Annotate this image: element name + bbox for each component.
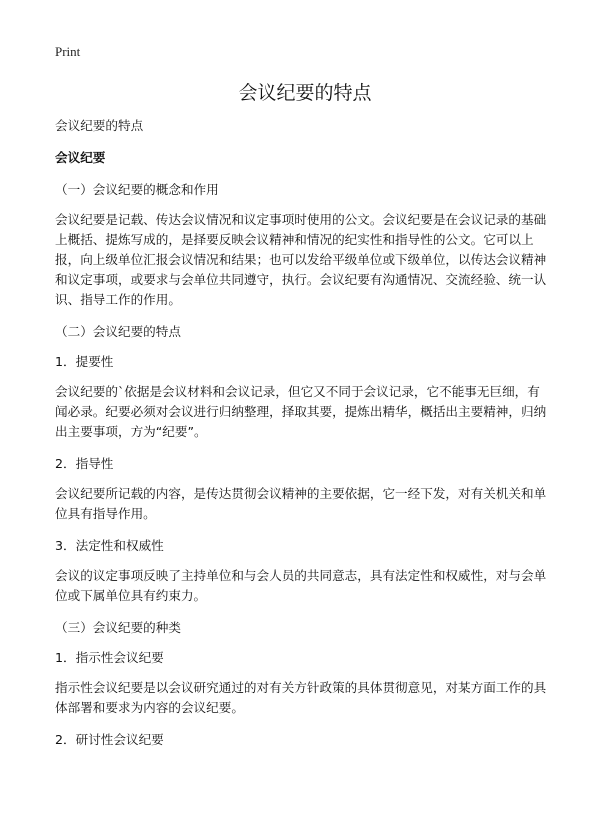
- subsection-heading: （一）会议纪要的概念和作用: [55, 182, 219, 197]
- subsection-heading: （三）会议纪要的种类: [55, 620, 181, 635]
- paragraph: 会议纪要的`依据是会议材料和会议记录，但它又不同于会议记录，它不能事无巨细，有闻必录。纪要必须对会议进行归纳整理，择取其要，提炼出精华，概括出主要精神，归纳出主要事项，方为“纪要”。: [55, 384, 547, 439]
- print-link[interactable]: Print: [55, 44, 81, 59]
- document-body: [55, 116, 552, 760]
- subsection-heading: 1．提要性: [55, 354, 114, 369]
- subsection-heading: 2．指导性: [55, 456, 114, 471]
- subsection-heading: 2．研讨性会议纪要: [55, 732, 164, 747]
- subsection-heading: 1．指示性会议纪要: [55, 650, 164, 665]
- paragraph: 会议纪要是记载、传达会议情况和议定事项时使用的公文。会议纪要是在会议记录的基础上概括、提炼写成的，是择要反映会议精神和情况的纪实性和指导性的公文。它可以上报，向上级单位汇报会议情况和结果；也可以发给平级单位或下级单位，以传达会议精神和议定事项，或要求与会单位共同遵守，执行。会议纪要有沟通情况、交流经验、统一认识、指导工作的作用。: [55, 212, 547, 307]
- paragraph: 指示性会议纪要是以会议研究通过的对有关方针政策的具体贯彻意见，对某方面工作的具体部署和要求为内容的会议纪要。: [55, 680, 547, 715]
- paragraph: 会议的议定事项反映了主持单位和与会人员的共同意志，具有法定性和权威性，对与会单位或下属单位具有约束力。: [55, 568, 547, 603]
- section-heading: 会议纪要: [55, 150, 106, 165]
- subsection-heading: （二）会议纪要的特点: [55, 324, 181, 339]
- page-title: 会议纪要的特点: [238, 82, 372, 104]
- paragraph: 会议纪要所记载的内容，是传达贯彻会议精神的主要依据，它一经下发，对有关机关和单位具有指导作用。: [55, 486, 547, 521]
- subsection-heading: 3．法定性和权威性: [55, 538, 164, 553]
- document-subtitle: 会议纪要的特点: [55, 118, 144, 133]
